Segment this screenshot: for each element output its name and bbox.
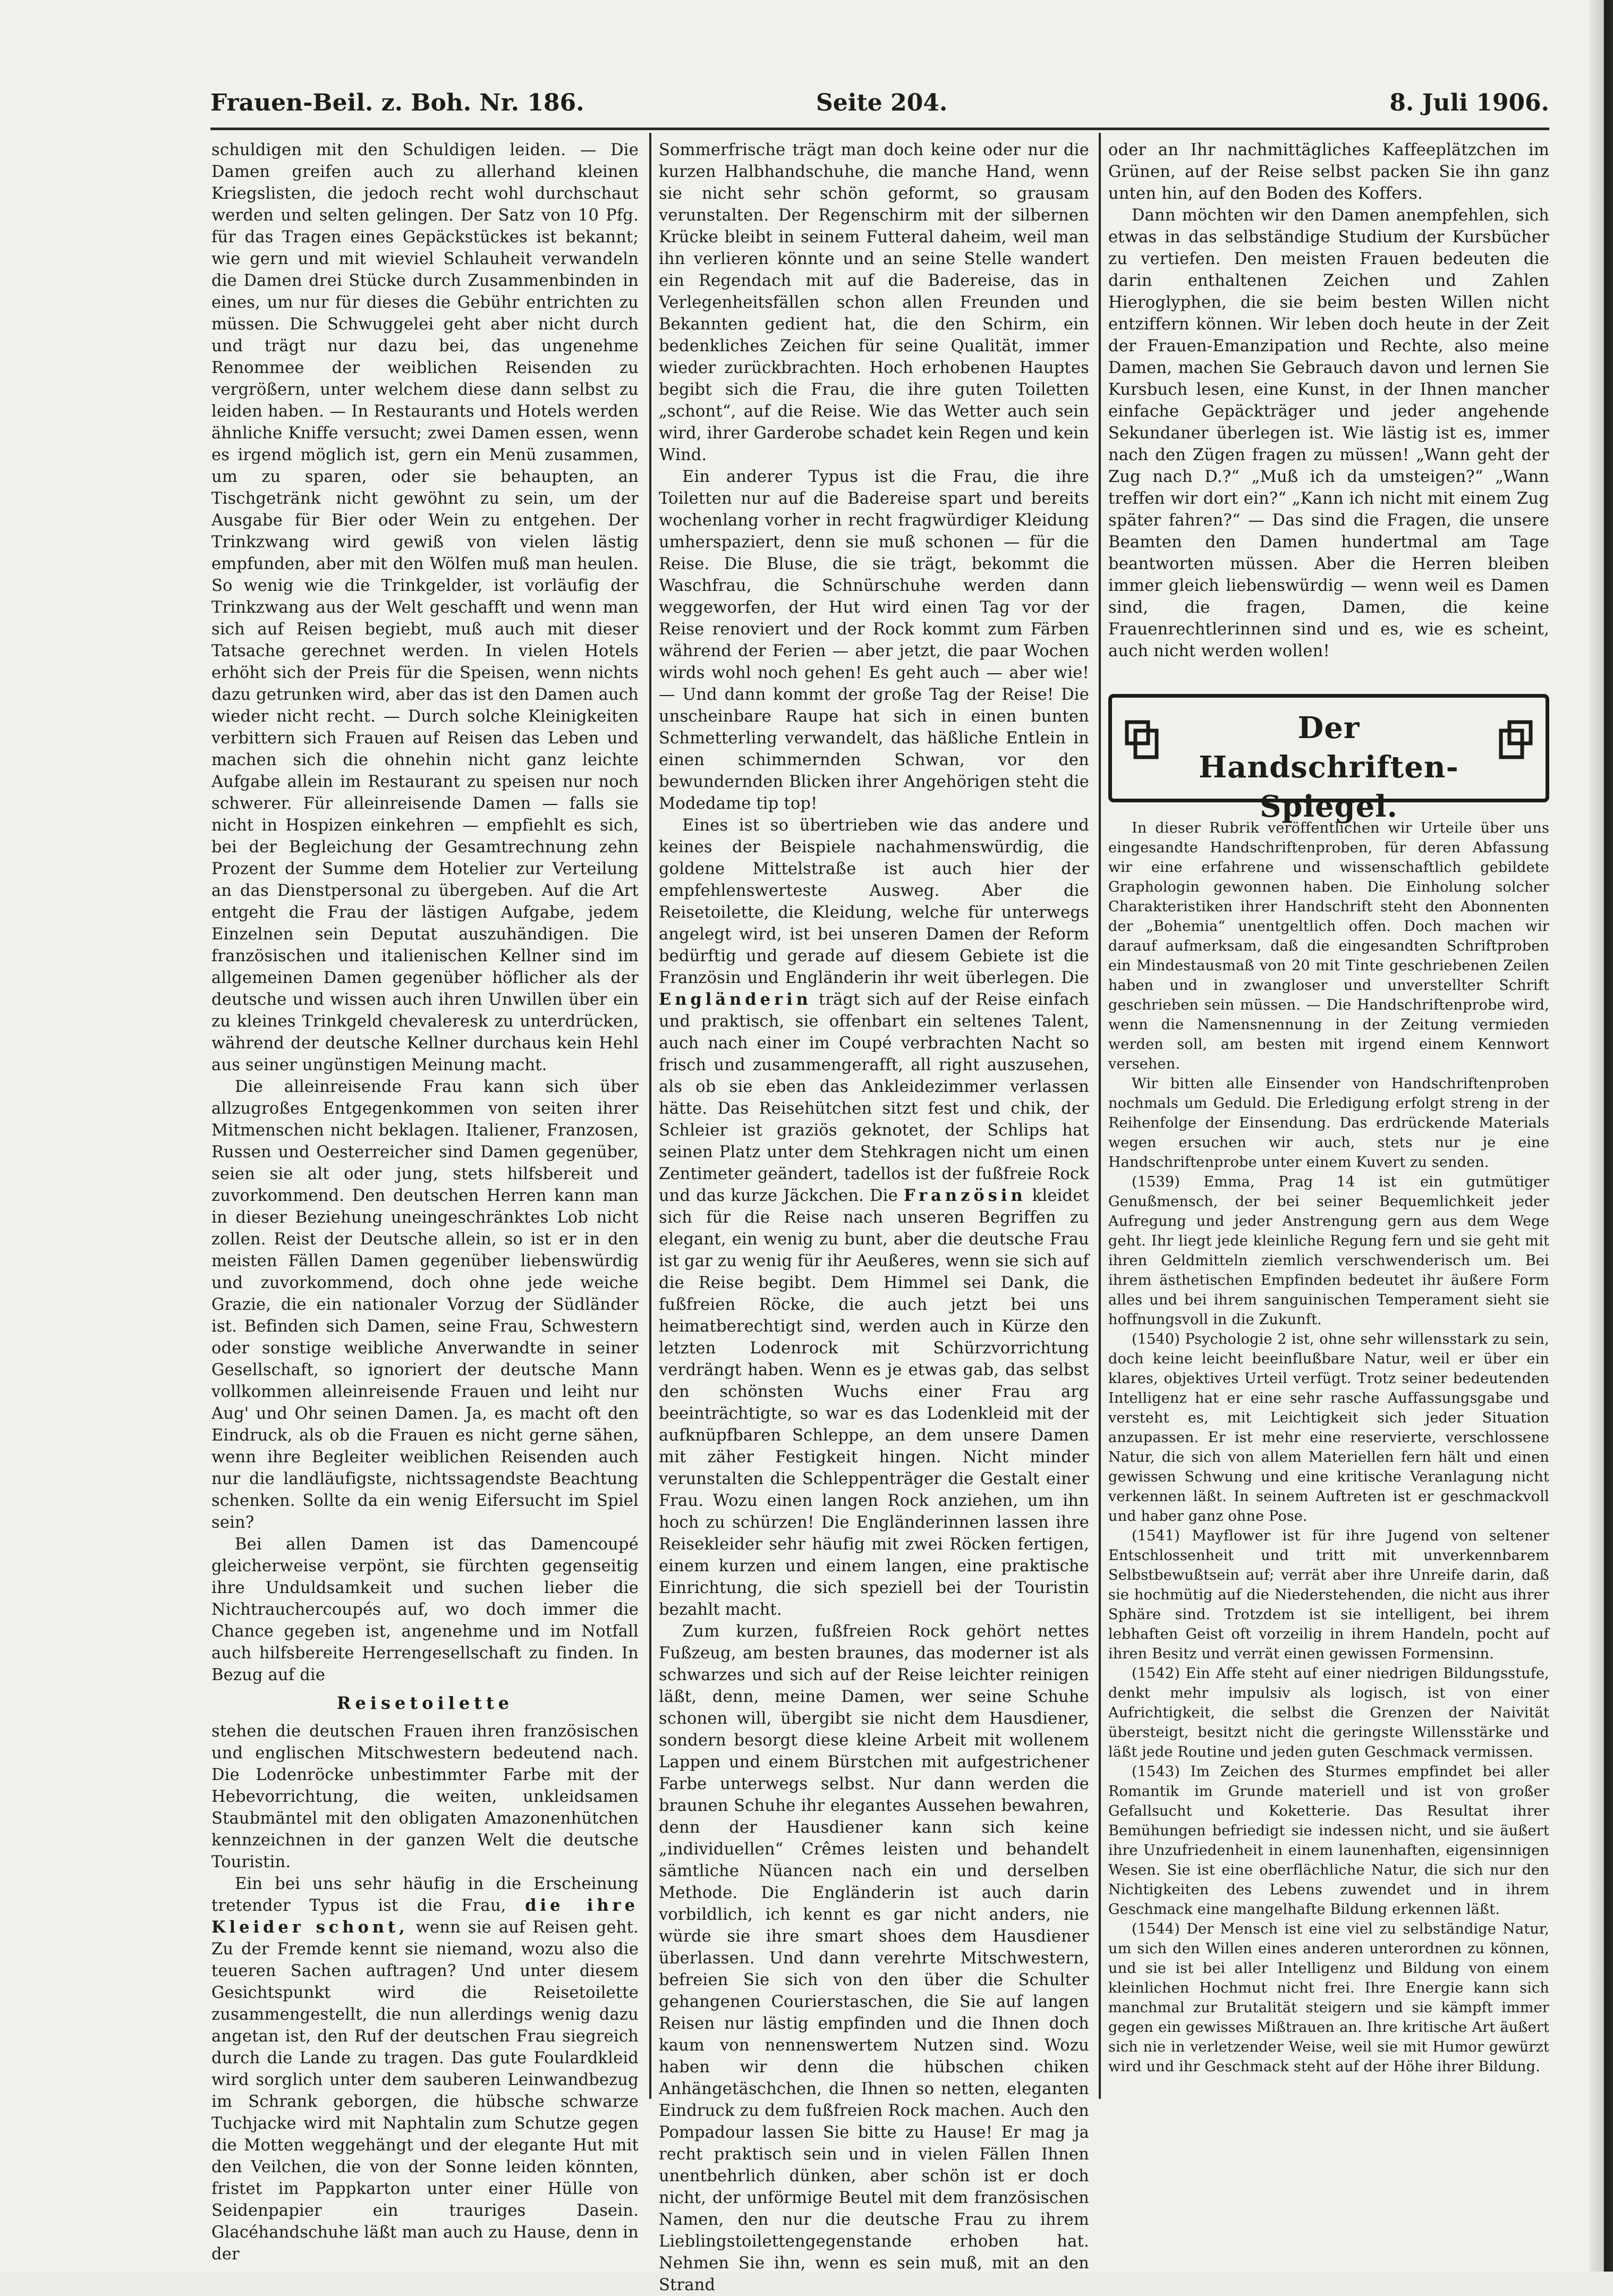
analysis-entry: (1543) Im Zeichen des Sturmes empfindet bei aller Romantik im Grunde materiell und ist von großer Gefallsucht und Koketterie. Das Resultat ihrer Bemühungen befriedigt sie indessen nicht, und sie äußert ihre Unzufriedenheit in einem launenhaften, eigensinnigen Wesen. Sie ist eine oberflächliche Natur, die sich nur den Nichtigkeiten des Lebens zuwendet und in ihrem Geschmack eine mangelhafte Bildung erkennen läßt. <box>1108 1764 1549 1918</box>
ornament-icon <box>1124 719 1161 761</box>
paragraph: In dieser Rubrik veröffentlichen wir Urteile über uns eingesandte Handschriftenproben, für deren Abfassung wir eine erfahrene und wissenschaftlich gebildete Graphologin gewonnen haben. Die Einholung solcher Charakteristiken ihrer Handschrift steht den Abonnenten der „Bohemia“ unentgeltlich offen. Doch machen wir darauf aufmerksam, daß die eingesandten Schriftproben ein Mindestausmaß von 20 mit Tinte geschriebenen Zeilen haben und in zwangloser und unverstellter Schrift geschrieben sein müssen. — Die Handschriftenprobe wird, wenn die Namensnennung in der Zeitung vermieden werden soll, am besten mit irgend einem Kennwort versehen. <box>1108 820 1549 1072</box>
column-divider <box>649 133 651 2099</box>
paragraph <box>659 815 1089 1621</box>
analysis-entry: (1544) Der Mensch ist eine viel zu selbständige Natur, um sich den Willen eines anderen unterordnen zu können, und sie ist bei aller Intelligenz und Bildung von einem kleinlichen Hochmut nicht frei. Ihre Energie kann sich manchmal zur Brutalität steigern und sie kämpft immer gegen ein gewisses Mißtrauen an. Ihre kritische Art äußert sich nie in verletzender Weise, weil sie mit Humor gewürzt wird und ihr Geschmack steht auf der Höhe ihrer Bildung. <box>1108 1921 1549 2075</box>
header-page-number: Seite 204. <box>816 89 948 116</box>
text-run: trägt sich auf der Reise einfach und praktisch, sie offenbart ein seltenes Talent, auch nach einer im Coupé verbrachten Nacht so frisch und zusammengerafft, all right auszusehen, als ob sie eben das Ankleidezimmer verlassen hätte. Das Reisehütchen sitzt fest und chik, der Schleier ist graziös geknotet, der Schlips hat seinen Platz unter dem Stehkragen nicht um einen Zentimeter geändert, tadellos ist der fußfreie Rock und das kurze Jäckchen. Die <box>659 990 1089 1205</box>
section-heading: Reisetoilette <box>336 1693 514 1713</box>
analysis-entry: (1542) Ein Affe steht auf einer niedrigen Bildungsstufe, denkt mehr impulsiv als logisch, ist von einer Aufrichtigkeit, die selbst die Grenzen der Naivität übersteigt, besitzt nicht die geringste Willensstärke und läßt jede Routine und jeden guten Geschmack vermissen. <box>1108 1665 1549 1760</box>
header-supplement: Frauen-Beil. z. Boh. Nr. 186. <box>210 89 584 116</box>
banner-title: Der Handschriften- Spiegel. <box>1199 710 1459 824</box>
paragraph: oder an Ihr nachmittägliches Kaffeeplätzchen im Grünen, auf der Reise selbst packen Sie ihn ganz unten hin, auf den Boden des Koffers. <box>1108 141 1549 203</box>
paragraph: Die alleinreisende Frau kann sich über allzugroßes Entgegenkommen von seiten ihrer Mitmenschen nicht beklagen. Italiener, Franzosen, Russen und Oesterreicher sind Damen gegenüber, seien sie alt oder jung, stets hilfsbereit und zuvorkommend. Den deutschen Herren kann man in dieser Beziehung uneingeschränktes Lob nicht zollen. Reist der Deutsche allein, so ist er in den meisten Fällen Damen gegenüber liebenswürdig und zuvorkommend, doch ohne jede weiche Grazie, die ein nationaler Vorzug der Südländer ist. Befinden sich Damen, seine Frau, Schwestern oder sonstige weibliche Anverwandte in seiner Gesellschaft, so ignoriert der deutsche Mann vollkommen alleinreisende Frauen und leiht nur Aug' und Ohr seinen Damen. Ja, es macht oft den Eindruck, als ob die Frauen es nicht gerne sähen, wenn ihre Begleiter weiblichen Reisenden auch nur die landläufigste, nichtssagendste Beachtung schenken. Sollte da ein wenig Eifersucht im Spiel sein? <box>211 1078 639 1532</box>
column-1 <box>211 139 639 2264</box>
text-run: Ein bei uns sehr häufig in die Erscheinung tretender Typus ist die Frau, <box>211 1875 639 1915</box>
text-run: wenn sie auf Reisen geht. Zu der Fremde kennt sie niemand, wozu also die teueren Sachen auftragen? Und unter diesem Gesichtspunkt wird die Reisetoilette zusammengestellt, die nun allerdings wenig dazu angetan ist, den Ruf der deutschen Frau siegreich durch die Lande zu tragen. Das gute Foulardkleid wird sorglich unter dem sauberen Leinwandbezug im Schrank geborgen, die hübsche schwarze Tuchjacke wird mit Naphtalin zum Schutze gegen die Motten weggehängt und der elegante Hut mit den Veilchen, die von der Sonne leiden könnten, fristet im Pappkarton unter einer Hülle von Seidenpapier ein trauriges Dasein. Glacéhandschuhe läßt man auch zu Hause, denn in der <box>211 1918 639 2264</box>
column-3 <box>1108 139 1549 2100</box>
emphasis: Französin <box>903 1186 1026 1205</box>
text-run: kleidet sich für die Reise nach unseren Begriffen zu elegant, ein wenig zu bunt, aber die deutsche Frau ist gar zu wenig für ihr Aeußeres, wenn sie sich auf die Reise begibt. Dem Himmel sei Dank, die fußfreien Röcke, die auch jetzt bei uns heimatberechtigt sind, werden auch in Kürze den letzten Lodenrock mit Schürzvorrichtung verdrängt haben. Wenn es je etwas gab, das selbst den schönsten Wuchs einer Frau arg beeinträchtigte, so war es das Lodenkleid mit der aufknüpfbaren Schleppe, an dem unsere Damen mit zäher Festigkeit hingen. Nicht minder verunstalten die Schleppenträger die Gestalt einer Frau. Wozu einen langen Rock anziehen, um ihn hoch zu schürzen! Die Engländerinnen lassen ihre Reisekleider sehr häufig mit zwei Röcken fertigen, einem kurzen und einem langen, eine praktische Einrichtung, die sich speziell bei der Touristin bezahlt macht. <box>659 1187 1089 1619</box>
paragraph <box>211 1873 639 2265</box>
paragraph: schuldigen mit den Schuldigen leiden. — Die Damen greifen auch zu allerhand kleinen Kriegslisten, die jedoch recht wohl durchschaut werden und selten gelingen. Der Satz von 10 Pfg. für das Tragen eines Gepäckstückes ist bekannt; wie gern und mit wieviel Schlauheit verwandeln die Damen drei Stücke durch Zusammenbinden in eines, um nur für dieses die Gebühr entrichten zu müssen. Die Schwuggelei geht aber nicht durch und trägt nur dazu bei, das ungenehme Renommee der weiblichen Reisenden zu vergrößern, unter welchem diese dann selbst zu leiden haben. — In Restaurants und Hotels werden ähnliche Kniffe versucht; zwei Damen essen, wenn es irgend möglich ist, gern ein Menü zusammen, um zu sparen, oder sie behaupten, an Tischgetränk nicht gewöhnt zu sein, um der Ausgabe für Bier oder Wein zu entgehen. Der Trinkzwang wird gewiß von vielen lästig empfunden, aber mit den Wölfen muß man heulen. So wenig wie die Trinkgelder, ist vorläufig der Trinkzwang aus der Welt geschafft und wenn man sich auf Reisen begiebt, muß auch mit dieser Tatsache gerechnet werden. In vielen Hotels erhöht sich der Preis für die Speisen, wenn nichts dazu getrunken wird, aber das ist den Damen auch wieder nicht recht. — Durch solche Kleinigkeiten verbittern sich Frauen auf Reisen das Leben und machen sich die ohnehin nicht ganz leichte Aufgabe allein im Restaurant zu speisen nur noch schwerer. Für alleinreisende Damen — falls sie nicht in Hospizen einkehren — empfiehlt es sich, bei der Begleichung der Gesamtrechnung zehn Prozent der Summe dem Hotelier zur Verteilung an das Dienstpersonal zu übergeben. Auf die Art entgeht die Frau der lästigen Aufgabe, jedem Einzelnen sein Deputat auszuhändigen. Die französischen und italienischen Kellner sind im allgemeinen Damen gegenüber höflicher als der deutsche und wissen auch ihren Unwillen über ein zu kleines Trinkgeld chevaleresk zu unterdrücken, während der deutsche Kellner durchaus kein Hehl aus seiner ungünstigen Meinung macht. <box>211 141 639 1074</box>
paragraph: Sommerfrische trägt man doch keine oder nur die kurzen Halbhandschuhe, die manche Hand, wenn sie nicht sehr schön geformt, so grausam verunstalten. Der Regenschirm mit der silbernen Krücke bleibt in seinem Futteral daheim, weil man ihn verlieren könnte und an seine Stelle wandert ein Regendach mit auf die Badereise, das in Verlegenheitsfällen schon allen Freunden und Bekannten gedient hat, die den Schirm, ein bedenkliches Zeichen für seine Qualität, immer wieder zurückbrachten. Hoch erhobenen Hauptes begibt sich die Frau, die ihre guten Toiletten „schont“, auf die Reise. Wie das Wetter auch sein wird, ihrer Garderobe schadet kein Regen und kein Wind. <box>659 141 1089 464</box>
paragraph: Zum kurzen, fußfreien Rock gehört nettes Fußzeug, am besten braunes, das moderner ist als schwarzes und sich auf der Reise leichter reinigen läßt, denn, meine Damen, wer seine Schuhe schonen will, übergibt sie nicht dem Hausdiener, sondern besorgt diese kleine Arbeit mit wollenem Lappen und einem Bürstchen mit aufgestrichener Farbe unterwegs selbst. Nur dann werden die braunen Schuhe ihr elegantes Aussehen bewahren, denn der Hausdiener kann sich keine „individuellen“ Crêmes leisten und behandelt sämtliche Nüancen nach ein und derselben Methode. Die Engländerin ist auch darin vorbildlich, ich kennt es gar nicht anders, nie würde sie ihre smart shoes dem Hausdiener überlassen. Und dann verehrte Mitschwestern, befreien Sie sich von den über die Schulter gehangenen Courierstaschen, die Sie auf langen Reisen nur lästig empfinden und die Ihnen doch kaum von nennenswertem Nutzen sind. Wozu haben wir denn die hübschen chiken Anhängetäschchen, die Ihnen so netten, eleganten Eindruck zu dem fußfreien Rock machen. Auch den Pompadour lassen Sie bitte zu Hause! Er mag ja recht praktisch sein und in vielen Fällen Ihnen unentbehrlich dünken, aber schön ist er doch nicht, der unförmige Beutel mit dem französischen Namen, den nur die deutsche Frau zu ihrem Lieblingstoilettengegenstande erhoben hat. Nehmen Sie ihn, wenn es sein muß, mit an den Strand <box>659 1622 1089 2294</box>
analysis-entry: (1541) Mayflower ist für ihre Jugend von seltener Entschlossenheit und tritt mit unverkennbarem Selbstbewußtsein auf; verrät aber ihre Unreife darin, daß sie hochmütig auf die Niederstehenden, die nicht aus ihrer Sphäre sind. Trotzdem ist sie intelligent, bei ihrem lebhaften Geist oft vorzeilig in ihrem Handeln, pocht auf ihren Besitz und verrät einen gewissen Formensinn. <box>1108 1528 1549 1662</box>
ornament-icon <box>1497 719 1534 761</box>
section-banner <box>1108 694 1549 824</box>
handwriting-section <box>1108 818 1549 2077</box>
header-rule <box>210 128 1549 130</box>
text-run: Eines ist so übertrieben wie das andere und keines der Beispiele nachahmenswürdig, die goldene Mittelstraße ist auch hier der empfehlenswerteste Ausweg. Aber die Reisetoilette, die Kleidung, welche für unterwegs angelegt wird, ist bei unseren Damen der Reform bedürftig und gerade auf diesem Gebiete ist die Französin und Engländerin ihr weit überlegen. Die <box>659 816 1089 987</box>
analysis-entry: (1539) Emma, Prag 14 ist ein gutmütiger Genußmensch, der bei seiner Bequemlichkeit jeder Aufregung und jeder Anstrengung gern aus dem Wege geht. Ihr liegt jede kleinliche Regung fern und sie geht mit ihren Geldmitteln ziemlich verschwenderisch um. Bei ihrem ästhetischen Empfinden bedeutet ihr äußere Form alles und bei ihrem sanguinischen Temperament sieht sie hoffnungsvoll in die Zukunft. <box>1108 1174 1549 1328</box>
paragraph: Dann möchten wir den Damen anempfehlen, sich etwas in das selbständige Studium der Kursbücher zu vertiefen. Den meisten Frauen bedeuten die darin enthaltenen Zeichen und Zahlen Hieroglyphen, die sie beim besten Willen nicht entziffern können. Wir leben doch heute in der Zeit der Frauen-Emanzipation und Rechte, also meine Damen, machen Sie Gebrauch davon und lernen Sie Kursbuch lesen, eine Kunst, in der Ihnen mancher einfache Gepäckträger und jeder angehende Sekundaner überlegen ist. Wie lästig ist es, immer nach den Zügen fragen zu müssen! „Wann geht der Zug nach D.?“ „Muß ich da umsteigen?“ „Wann treffen wir dort ein?“ „Kann ich nicht mit einem Zug später fahren?“ — Das sind die Fragen, die unsere Beamten den Damen hundertmal am Tage beantworten müssen. Aber die Herren bleiben immer gleich liebenswürdig — wenn weil es Damen sind, die fragen, Damen, die keine Frauenrechtlerinnen sind und es, wie es scheint, auch nicht werden wollen! <box>1108 206 1549 660</box>
paragraph: stehen die deutschen Frauen ihren französischen und englischen Mitschwestern bedeutend nach. Die Lodenröcke unbestimmter Farbe mit der Hebevorrichtung, die weiten, unkleidsamen Staubmäntel mit den obligaten Amazonenhütchen kennzeichnen in der ganzen Welt die deutsche Touristin. <box>211 1722 639 1871</box>
page-edge-shadow <box>1590 0 1613 2272</box>
column-divider <box>1099 133 1101 2099</box>
analysis-entry: (1540) Psychologie 2 ist, ohne sehr willensstark zu sein, doch keine leicht beeinflußbare Natur, weil er über ein klares, objektives Urteil verfügt. Trotz seiner bedeutenden Intelligenz hat er eine sehr rasche Auffassungsgabe und versteht es, mit Leichtigkeit sich jeder Situation anzupassen. Er ist mehr eine reservierte, verschlossene Natur, die sich von allem Materiellen fern hält und einen gewissen Schwung und eine kritische Veranlagung nicht verkennen läßt. In seinem Auftreten ist er geschmackvoll und haber ganz ohne Pose. <box>1108 1331 1549 1524</box>
header-date: 8. Juli 1906. <box>1389 89 1549 116</box>
emphasis: die ihre Kleider schont, <box>211 1896 639 1937</box>
paragraph: Bei allen Damen ist das Damencoupé gleicherweise verpönt, sie fürchten gegenseitig ihre Unduldsamkeit und suchen lieber die Nichtrauchercoupés auf, wo doch immer die Chance gegeben ist, angenehme und im Notfall auch hilfsbereite Herrengesellschaft zu finden. In Bezug auf die <box>211 1535 639 1684</box>
column-2 <box>659 139 1089 2294</box>
emphasis: Engländerin <box>659 990 812 1009</box>
paragraph: Wir bitten alle Einsender von Handschriftenproben nochmals um Geduld. Die Erledigung erfolgt streng in der Reihenfolge der Einsendung. Das erdrückende Materials wegen ersuchen wir auch, stets nur je eine Handschriftenprobe unter einem Kuvert zu senden. <box>1108 1075 1549 1171</box>
running-header <box>210 89 1549 126</box>
paragraph: Ein anderer Typus ist die Frau, die ihre Toiletten nur auf die Badereise spart und bereits wochenlang vorher in recht fragwürdiger Kleidung umherspaziert, denn sie muß schonen — für die Reise. Die Bluse, die sie trägt, bekommt die Waschfrau, die Schnürschuhe werden dann weggeworfen, der Hut wird einen Tag vor der Reise renoviert und der Rock kommt zum Färben während der Ferien — aber jetzt, die paar Wochen wirds wohl noch gehen! Es geht auch — aber wie! — Und dann kommt der große Tag der Reise! Die unscheinbare Raupe hat sich in einen bunten Schmetterling verwandelt, das häßliche Entlein in einen schimmernden Schwan, vor den bewundernden Blicken ihrer Angehörigen steht die Modedame tip top! <box>659 468 1089 813</box>
